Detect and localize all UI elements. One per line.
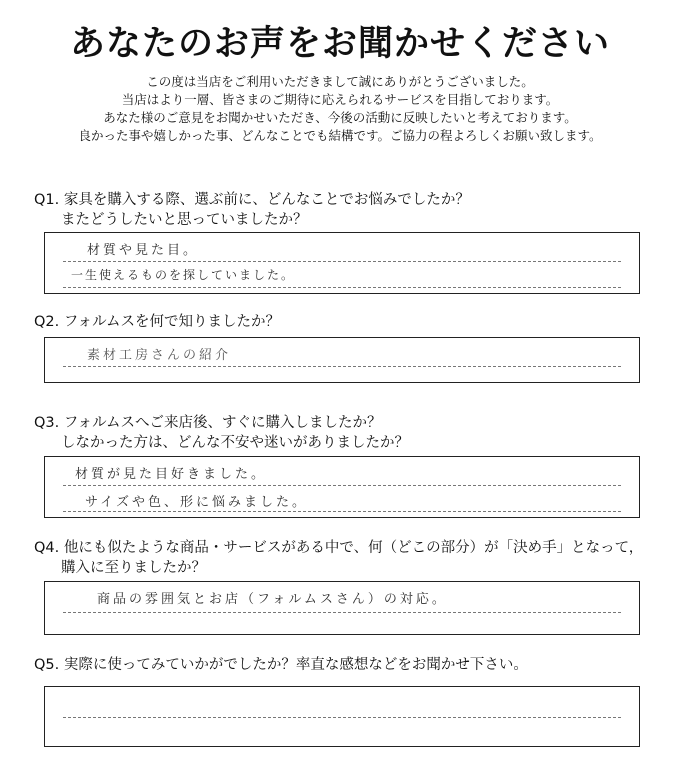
- page-title: あなたのお声をお聞かせください: [69, 24, 610, 64]
- intro-text: [0, 73, 680, 145]
- answer-box-2[interactable]: [44, 337, 640, 383]
- answer-line: [63, 485, 621, 486]
- handwritten-answer: サイズや色、形に悩みました。: [85, 495, 308, 510]
- answer-box-5[interactable]: [44, 686, 640, 747]
- intro-line: この度は当店をご利用いただきまして誠にありがとうございました。: [146, 74, 534, 89]
- question-1: [34, 190, 654, 230]
- intro-line: 当店はより一層、皆さまのご期待に応えられるサービスを目指しております。: [121, 92, 559, 107]
- question-2: [34, 312, 654, 332]
- answer-line: [63, 287, 621, 288]
- answer-line: [63, 612, 621, 613]
- answer-line: [63, 511, 621, 512]
- intro-line: 良かった事や嬉しかった事、どんなことでも結構です。ご協力の程よろしくお願い致します。: [78, 128, 602, 143]
- question-1-line-1: Q1. 家具を購入する際、選ぶ前に、どんなことでお悩みでしたか？: [34, 192, 470, 208]
- answer-box-3[interactable]: [44, 456, 640, 518]
- answer-line: [63, 261, 621, 262]
- question-4-line-1: Q4. 他にも似たような商品・サービスがある中で、何（どこの部分）が「決め手」となって，: [34, 540, 644, 556]
- handwritten-answer: 一生使えるものを探していました。: [71, 268, 296, 282]
- question-3-line-1: Q3. フォルムスへご来店後、すぐに購入しましたか？: [34, 415, 382, 431]
- answer-line: [63, 717, 621, 718]
- intro-line: あなた様のご意見をお聞かせいただき、今後の活動に反映したいと考えております。: [103, 110, 577, 125]
- question-3: [34, 413, 654, 453]
- handwritten-answer: 商品の雰囲気とお店（フォルムスさん）の対応。: [97, 592, 448, 607]
- question-4: [34, 538, 654, 578]
- question-3-line-2: しなかった方は、どんな不安や迷いがありましたか？: [61, 435, 409, 451]
- answer-box-4[interactable]: [44, 581, 640, 635]
- handwritten-answer: 材質が見た目好きました。: [75, 467, 268, 482]
- handwritten-answer: 材質や見た目。: [87, 243, 200, 258]
- answer-box-1[interactable]: [44, 232, 640, 294]
- question-1-line-2: またどうしたいと思っていましたか？: [61, 212, 308, 228]
- question-5: [34, 655, 654, 675]
- handwritten-answer: 素材工房さんの紹介: [87, 348, 232, 363]
- answer-line: [63, 366, 621, 367]
- question-4-line-2: 購入に至りましたか？: [61, 560, 206, 576]
- question-5-line-1: Q5. 実際に使ってみていかがでしたか？率直な感想などをお聞かせ下さい。: [34, 657, 528, 673]
- question-2-line-1: Q2. フォルムスを何で知りましたか？: [34, 314, 281, 330]
